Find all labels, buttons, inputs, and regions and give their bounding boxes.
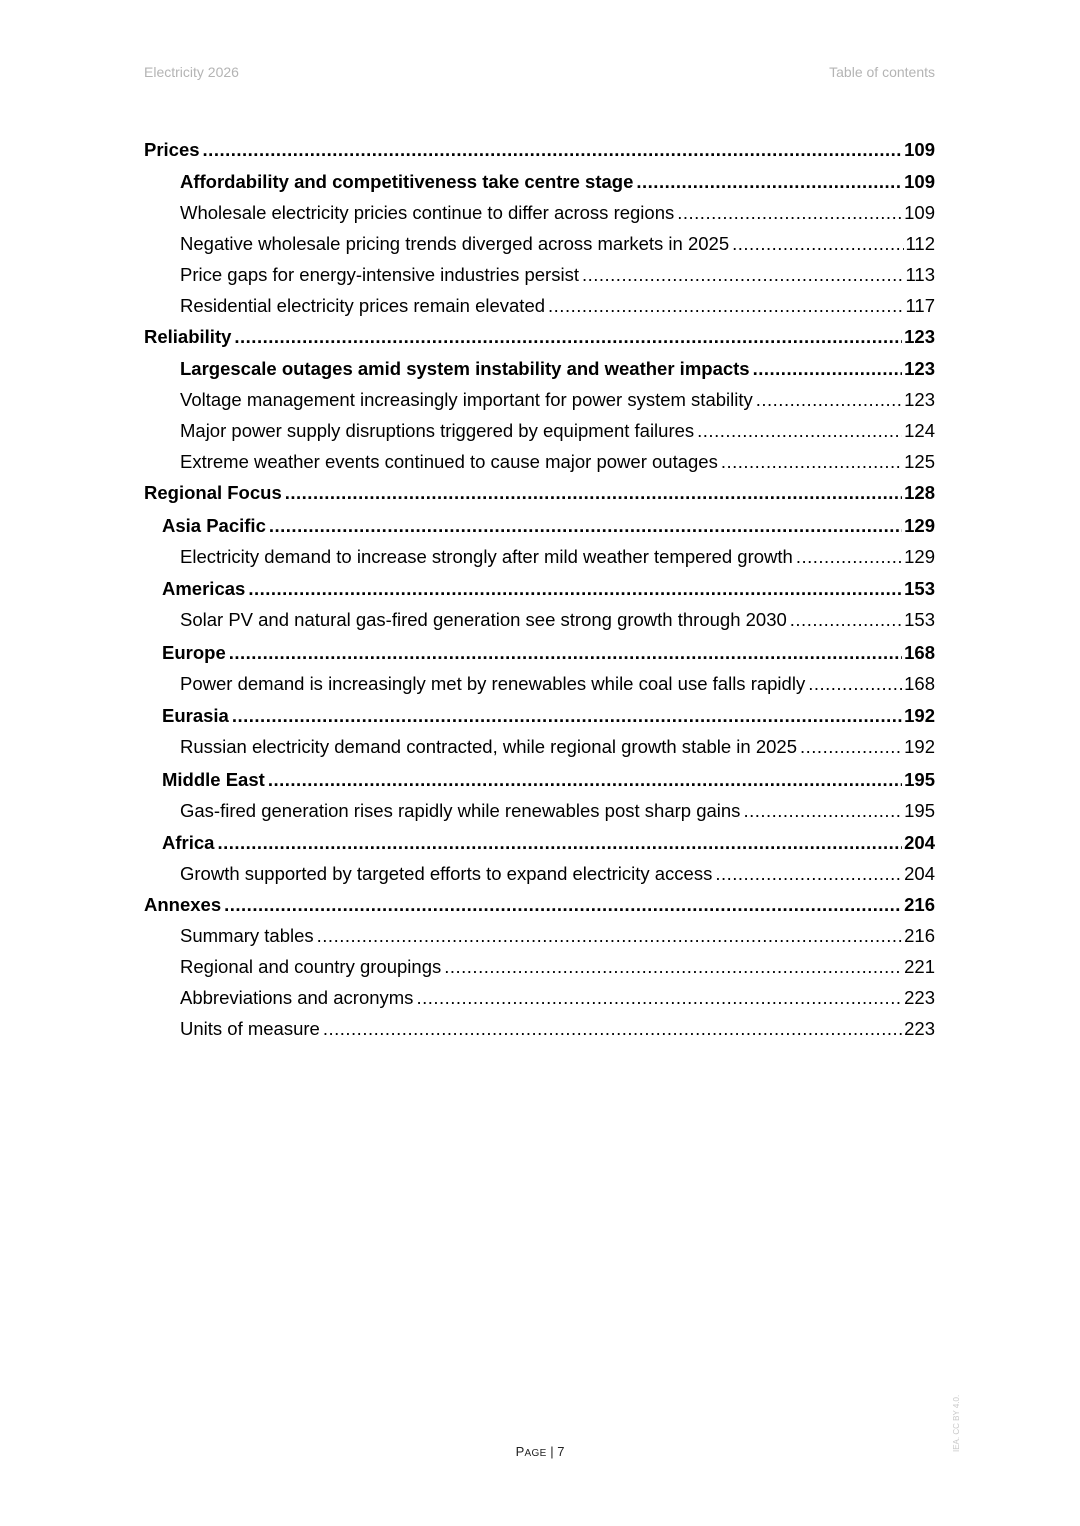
- header-document-title: Electricity 2026: [144, 64, 239, 80]
- toc-leader-dots: [269, 516, 902, 536]
- toc-entry-title: Middle East: [162, 768, 265, 790]
- toc-entry[interactable]: [144, 327, 935, 347]
- toc-leader-dots: [416, 988, 902, 1008]
- toc-entry-title: Summary tables: [180, 925, 314, 946]
- toc-leader-dots: [248, 579, 902, 599]
- toc-entry-page: 195: [904, 768, 935, 790]
- toc-entry[interactable]: [144, 706, 935, 726]
- toc-entry[interactable]: [144, 988, 935, 1008]
- toc-entry-title: Largescale outages amid system instability and weather impacts: [180, 358, 750, 379]
- toc-entry[interactable]: [144, 234, 935, 254]
- toc-leader-dots: [677, 203, 902, 223]
- toc-entry-title: Eurasia: [162, 705, 229, 726]
- toc-entry[interactable]: [144, 770, 935, 790]
- toc-leader-dots: [800, 737, 902, 757]
- toc-entry-page: 204: [904, 832, 935, 853]
- toc-entry-page: 117: [905, 295, 935, 316]
- toc-entry[interactable]: [144, 926, 935, 946]
- toc-entry-page: 129: [904, 514, 935, 536]
- toc-entry[interactable]: [144, 390, 935, 410]
- toc-entry[interactable]: [144, 674, 935, 694]
- toc-entry-page: 125: [904, 451, 935, 472]
- toc-entry-title: Europe: [162, 641, 226, 663]
- toc-leader-dots: [232, 706, 902, 726]
- toc-entry[interactable]: [144, 801, 935, 821]
- toc-entry[interactable]: [144, 833, 935, 853]
- page-number: 7: [557, 1444, 565, 1459]
- toc-entry-title: Major power supply disruptions triggered by equipment failures: [180, 420, 695, 441]
- toc-entry[interactable]: [144, 203, 935, 223]
- toc-entry[interactable]: [144, 579, 935, 599]
- toc-entry[interactable]: [144, 737, 935, 757]
- toc-entry[interactable]: [144, 643, 935, 663]
- page-label: PAGE: [515, 1444, 547, 1459]
- toc-entry-page: 168: [904, 672, 935, 694]
- toc-leader-dots: [234, 327, 902, 347]
- toc-entry-page: 109: [904, 202, 935, 223]
- toc-entry[interactable]: [144, 895, 935, 915]
- toc-entry[interactable]: [144, 516, 935, 536]
- toc-entry-title: Extreme weather events continued to cause major power outages: [180, 451, 718, 472]
- toc-entry-page: 123: [904, 326, 935, 347]
- toc-entry[interactable]: [144, 359, 935, 379]
- toc-entry-title: Solar PV and natural gas-fired generation see strong growth through 2030: [180, 609, 787, 630]
- toc-entry-page: 123: [904, 358, 935, 379]
- toc-entry-page: 221: [904, 956, 935, 977]
- toc-entry-page: 124: [904, 420, 935, 441]
- toc-entry[interactable]: [144, 483, 935, 503]
- toc-entry-title: Reliability: [144, 326, 232, 347]
- toc-entry-page: 109: [904, 139, 935, 160]
- toc-leader-dots: [203, 140, 903, 160]
- toc-leader-dots: [756, 390, 902, 410]
- toc-entry-title: Abbreviations and acronyms: [180, 987, 414, 1008]
- toc-entry-page: 153: [904, 609, 935, 630]
- toc-entry-title: Regional Focus: [144, 482, 282, 503]
- toc-entry[interactable]: [144, 864, 935, 884]
- toc-entry[interactable]: [144, 957, 935, 977]
- toc-entry-title: Regional and country groupings: [180, 956, 442, 977]
- toc-leader-dots: [753, 359, 903, 379]
- toc-leader-dots: [548, 296, 903, 316]
- toc-entry[interactable]: [144, 296, 935, 316]
- toc-entry[interactable]: [144, 452, 935, 472]
- toc-entry-page: 223: [904, 1018, 935, 1039]
- toc-entry-title: Growth supported by targeted efforts to expand electricity access: [180, 863, 713, 884]
- table-of-contents: [144, 140, 935, 1039]
- toc-entry-title: Africa: [162, 832, 215, 853]
- toc-entry-title: Power demand is increasingly met by renewables while coal use falls rapidly: [180, 672, 806, 694]
- toc-entry[interactable]: [144, 610, 935, 630]
- toc-leader-dots: [721, 452, 902, 472]
- toc-leader-dots: [743, 801, 902, 821]
- toc-leader-dots: [790, 610, 902, 630]
- toc-leader-dots: [285, 483, 902, 503]
- toc-entry[interactable]: [144, 265, 935, 285]
- toc-entry-title: Negative wholesale pricing trends diverged across markets in 2025: [180, 233, 730, 254]
- toc-entry-title: Electricity demand to increase strongly after mild weather tempered growth: [180, 545, 793, 567]
- toc-entry-page: 128: [904, 482, 935, 503]
- toc-leader-dots: [229, 643, 902, 663]
- toc-entry-title: Prices: [144, 139, 200, 160]
- toc-entry-page: 204: [904, 863, 935, 884]
- toc-entry-title: Affordability and competitiveness take centre stage: [180, 171, 634, 192]
- toc-leader-dots: [217, 833, 902, 853]
- toc-entry-page: 192: [904, 705, 935, 726]
- toc-entry-page: 195: [904, 799, 935, 821]
- toc-leader-dots: [808, 674, 902, 694]
- toc-entry-title: Price gaps for energy-intensive industries persist: [180, 264, 579, 285]
- toc-entry[interactable]: [144, 172, 935, 192]
- toc-entry-page: 112: [905, 233, 935, 254]
- toc-entry-page: 216: [904, 894, 935, 915]
- toc-leader-dots: [268, 770, 902, 790]
- toc-entry-page: 129: [904, 545, 935, 567]
- license-note: IEA. CC BY 4.0.: [952, 1394, 961, 1452]
- toc-entry[interactable]: [144, 421, 935, 441]
- toc-entry-title: Gas-fired generation rises rapidly while renewables post sharp gains: [180, 799, 741, 821]
- toc-entry-title: Asia Pacific: [162, 514, 266, 536]
- toc-entry-page: 113: [905, 264, 935, 285]
- toc-entry-page: 109: [904, 171, 935, 192]
- toc-entry-title: Residential electricity prices remain elevated: [180, 295, 546, 316]
- toc-entry[interactable]: [144, 547, 935, 567]
- toc-entry-title: Wholesale electricity pricies continue to differ across regions: [180, 202, 675, 223]
- toc-entry-title: Units of measure: [180, 1018, 320, 1039]
- toc-leader-dots: [444, 957, 902, 977]
- toc-leader-dots: [697, 421, 902, 441]
- toc-leader-dots: [317, 926, 902, 946]
- toc-entry-page: 223: [904, 987, 935, 1008]
- toc-leader-dots: [323, 1019, 902, 1039]
- toc-leader-dots: [636, 172, 902, 192]
- toc-leader-dots: [715, 864, 902, 884]
- toc-entry[interactable]: [144, 140, 935, 160]
- toc-leader-dots: [796, 547, 902, 567]
- toc-entry-page: 123: [904, 389, 935, 410]
- toc-leader-dots: [224, 895, 902, 915]
- toc-entry-title: Annexes: [144, 894, 222, 915]
- page-separator: |: [546, 1444, 558, 1459]
- toc-entry-title: Voltage management increasingly important for power system stability: [180, 389, 753, 410]
- toc-leader-dots: [732, 234, 903, 254]
- toc-entry-page: 192: [904, 736, 935, 757]
- toc-entry-page: 168: [904, 641, 935, 663]
- toc-entry-title: Russian electricity demand contracted, while regional growth stable in 2025: [180, 736, 798, 757]
- header-section-title: Table of contents: [829, 64, 935, 80]
- page-footer: [0, 1444, 1080, 1459]
- toc-entry[interactable]: [144, 1019, 935, 1039]
- toc-entry-title: Americas: [162, 578, 246, 599]
- toc-leader-dots: [582, 265, 904, 285]
- toc-entry-page: 216: [904, 925, 935, 946]
- toc-entry-page: 153: [904, 578, 935, 599]
